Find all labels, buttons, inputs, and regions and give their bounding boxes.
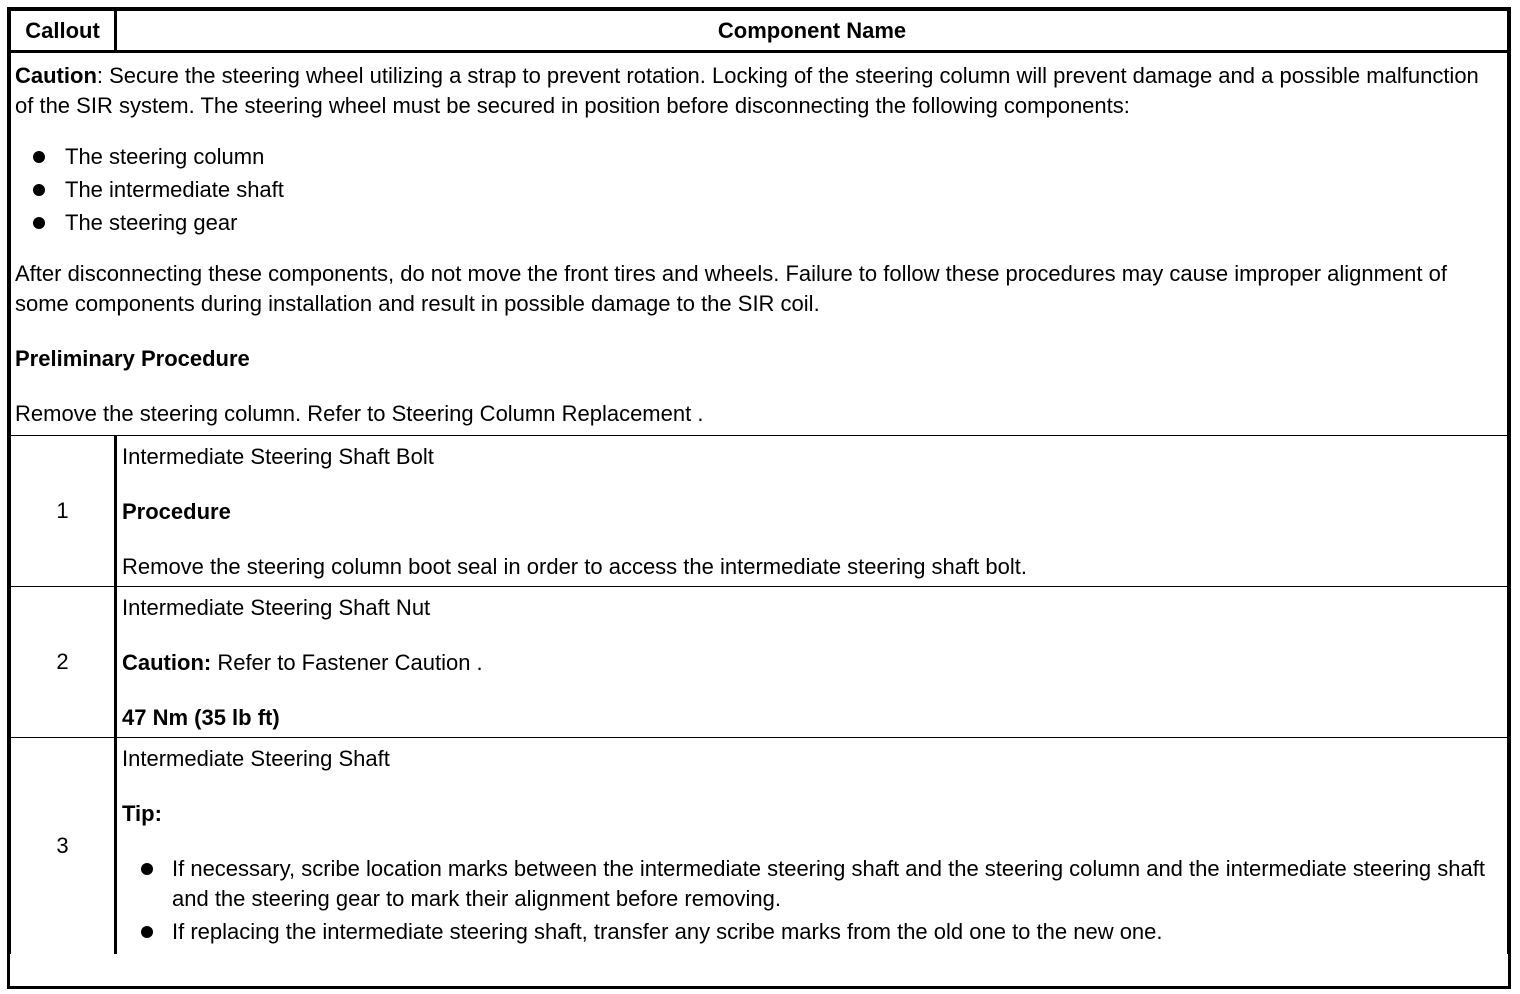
- component-name: Intermediate Steering Shaft Nut: [122, 595, 431, 620]
- component-name-column-header: Component Name: [116, 11, 1508, 52]
- bullet-icon: [33, 217, 45, 229]
- callout-number: 1: [11, 436, 116, 587]
- table-header-row: [11, 11, 1508, 52]
- caution-line: [122, 648, 1502, 678]
- table-row: [11, 738, 1508, 955]
- component-name: Intermediate Steering Shaft Bolt: [122, 444, 434, 469]
- callout-column-header: Callout: [11, 11, 116, 52]
- tip-label: Tip:: [122, 801, 162, 826]
- caution-label: Caution: [15, 63, 97, 88]
- caution-text: Refer to Fastener Caution .: [211, 650, 483, 675]
- procedure-table: [10, 10, 1508, 954]
- procedure-table-frame: [7, 7, 1511, 989]
- list-item: If replacing the intermediate steering shaft, transfer any scribe marks from the old one to the new one.: [122, 917, 1502, 947]
- component-cell: [116, 587, 1508, 738]
- caution-paragraph: [15, 61, 1503, 121]
- caution-label: Caution:: [122, 650, 212, 675]
- component-name: Intermediate Steering Shaft: [122, 746, 390, 771]
- list-item: If necessary, scribe location marks between the intermediate steering shaft and the steering column and the intermediate steering shaft and the steering gear to mark their alignment before removing.: [122, 854, 1502, 914]
- callout-number: 3: [11, 738, 116, 955]
- tip-list: [122, 854, 1502, 947]
- list-item: The steering gear: [15, 206, 1503, 239]
- procedure-text: Remove the steering column boot seal in order to access the intermediate steering shaft bolt.: [122, 554, 1027, 579]
- bullet-icon: [141, 926, 153, 938]
- preliminary-procedure-text: Remove the steering column. Refer to Steering Column Replacement .: [15, 401, 704, 426]
- list-item: The intermediate shaft: [15, 173, 1503, 206]
- intro-row: [11, 52, 1508, 436]
- torque-spec: 47 Nm (35 lb ft): [122, 705, 280, 730]
- component-cell: [116, 738, 1508, 955]
- bullet-icon: [33, 184, 45, 196]
- component-list: [15, 140, 1503, 239]
- table-row: [11, 587, 1508, 738]
- bullet-icon: [141, 863, 153, 875]
- intro-cell: [11, 52, 1508, 436]
- callout-number: 2: [11, 587, 116, 738]
- bullet-icon: [33, 151, 45, 163]
- preliminary-procedure-heading: Preliminary Procedure: [15, 346, 250, 371]
- table-row: [11, 436, 1508, 587]
- procedure-label: Procedure: [122, 499, 231, 524]
- component-cell: [116, 436, 1508, 587]
- after-disconnect-paragraph: After disconnecting these components, do not move the front tires and wheels. Failure to follow these procedures may cause improper alignment of some components during installation and result in possible damage to the SIR coil.: [15, 261, 1447, 316]
- list-item: The steering column: [15, 140, 1503, 173]
- caution-text: : Secure the steering wheel utilizing a strap to prevent rotation. Locking of the steering column will prevent damage and a possible malfunction of the SIR system. The steering wheel must be secured in position before disconnecting the following components:: [15, 63, 1479, 118]
